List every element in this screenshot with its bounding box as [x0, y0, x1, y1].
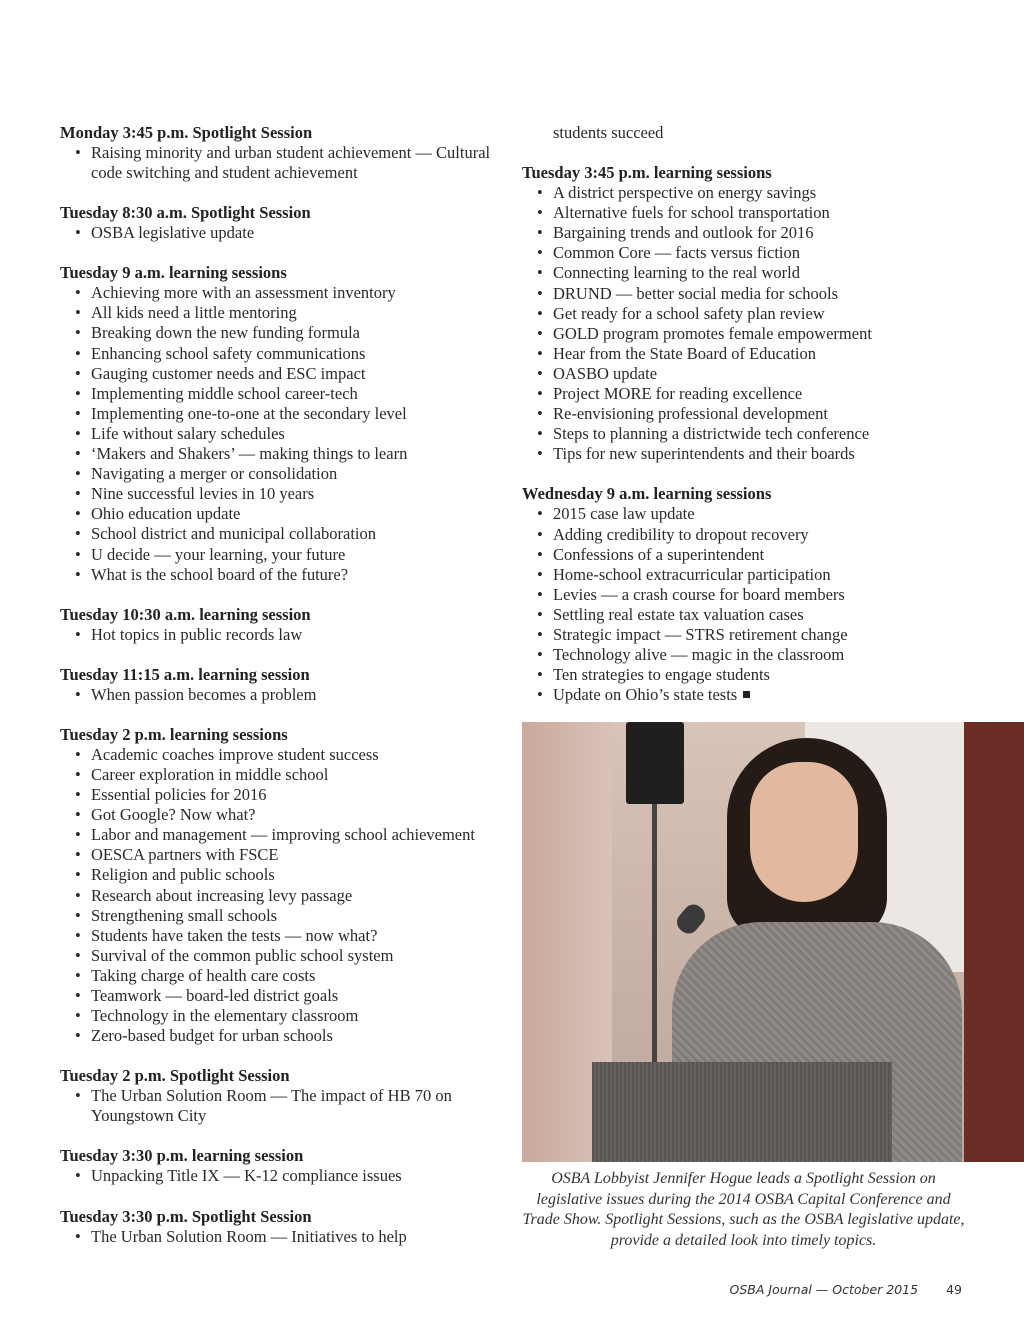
session-title: Home-school extracurricular participation — [553, 564, 831, 584]
session-list-item — [522, 183, 962, 203]
session-title: Technology alive — magic in the classroom — [553, 645, 845, 665]
session-list-item — [60, 504, 510, 524]
session-section — [60, 123, 510, 183]
session-title: Essential policies for 2016 — [91, 785, 267, 805]
session-list — [60, 745, 510, 1046]
session-section — [60, 725, 510, 1046]
session-title: Ohio education update — [91, 504, 241, 524]
session-title: Update on Ohio’s state tests — [553, 685, 738, 705]
session-list — [60, 223, 510, 243]
session-title: Survival of the common public school system — [91, 945, 394, 965]
session-title: Common Core — facts versus fiction — [553, 243, 801, 263]
session-title: Bargaining trends and outlook for 2016 — [553, 223, 814, 243]
session-title: Connecting learning to the real world — [553, 263, 800, 283]
session-list — [522, 504, 962, 705]
session-title: Zero-based budget for urban schools — [91, 1026, 333, 1046]
session-title: Ten strategies to engage students — [553, 665, 770, 685]
continued-item-text: students succeed — [553, 123, 664, 142]
session-heading: Tuesday 3:30 p.m. Spotlight Session — [60, 1206, 312, 1226]
session-list-item — [522, 263, 962, 283]
session-list-item — [522, 384, 962, 404]
session-list-item — [60, 865, 510, 885]
session-list — [60, 143, 510, 183]
session-list-item — [522, 545, 962, 565]
session-title: Life without salary schedules — [91, 423, 285, 443]
session-title: Hear from the State Board of Education — [553, 343, 816, 363]
session-heading: Tuesday 10:30 a.m. learning session — [60, 604, 311, 624]
page-number: 49 — [946, 1282, 962, 1297]
session-title: School district and municipal collaboration — [91, 524, 377, 544]
session-list-item — [60, 384, 510, 404]
session-list-item — [522, 625, 962, 645]
session-title: Navigating a merger or consolidation — [91, 464, 338, 484]
session-list-item — [60, 1086, 510, 1126]
session-section — [60, 1207, 510, 1247]
session-list-item — [522, 444, 962, 464]
session-list-item — [60, 464, 510, 484]
session-list-item — [60, 685, 510, 705]
session-list-item — [522, 404, 962, 424]
podium — [592, 1062, 892, 1162]
session-list-item — [522, 364, 962, 384]
session-title: GOLD program promotes female empowerment — [553, 323, 872, 343]
session-list — [60, 1086, 510, 1126]
end-mark-icon — [743, 691, 750, 698]
session-list-item — [60, 1026, 510, 1046]
session-title: Technology in the elementary classroom — [91, 1006, 359, 1026]
session-title: Achieving more with an assessment inventory — [91, 283, 396, 303]
session-list-item — [522, 504, 962, 524]
page-footer — [600, 1282, 962, 1297]
session-list-item — [522, 645, 962, 665]
session-list-item — [60, 765, 510, 785]
session-list-item — [60, 444, 510, 464]
session-heading: Tuesday 8:30 a.m. Spotlight Session — [60, 203, 311, 223]
session-list-item — [60, 906, 510, 926]
session-title: Teamwork — board-led district goals — [91, 986, 339, 1005]
session-list — [60, 1166, 510, 1186]
session-title: When passion becomes a problem — [91, 684, 317, 704]
session-list-item — [60, 565, 510, 585]
session-section — [60, 1066, 510, 1126]
session-title: Project MORE for reading excellence — [553, 384, 803, 404]
session-title: Enhancing school safety communications — [91, 343, 366, 363]
session-list — [522, 183, 962, 464]
session-title: U decide — your learning, your future — [91, 544, 346, 564]
session-title: Hot topics in public records law — [91, 624, 303, 644]
session-list-item — [60, 845, 510, 865]
session-list-item — [60, 404, 510, 424]
session-list-item — [60, 886, 510, 906]
session-title: Strategic impact — STRS retirement change — [553, 624, 848, 644]
session-list-item — [60, 926, 510, 946]
session-list-item — [522, 565, 962, 585]
right-column — [522, 123, 962, 725]
session-list-item — [60, 424, 510, 444]
session-section — [60, 665, 510, 705]
session-heading: Wednesday 9 a.m. learning sessions — [522, 484, 772, 504]
session-list — [60, 283, 510, 584]
session-list-item — [60, 986, 510, 1006]
session-heading: Tuesday 9 a.m. learning sessions — [60, 263, 287, 283]
session-list-item — [522, 525, 962, 545]
session-title: Religion and public schools — [91, 865, 275, 885]
session-title: Levies — a crash course for board members — [553, 584, 845, 604]
session-list-item — [522, 685, 962, 705]
session-list-item — [60, 1006, 510, 1026]
session-title: The Urban Solution Room — The impact of HB 70 on Youngstown City — [91, 1086, 452, 1126]
session-title: Labor and management — improving school achievement — [91, 825, 475, 845]
session-title: All kids need a little mentoring — [91, 303, 297, 323]
journal-issue: OSBA Journal — October 2015 — [729, 1282, 919, 1297]
session-list-item — [60, 785, 510, 805]
session-list-item — [522, 665, 962, 685]
session-title: 2015 case law update — [553, 504, 695, 524]
session-heading: Monday 3:45 p.m. Spotlight Session — [60, 123, 313, 142]
session-list-item — [60, 966, 510, 986]
session-list — [60, 685, 510, 705]
session-list-item — [522, 344, 962, 364]
session-title: Academic coaches improve student success — [91, 744, 379, 764]
session-section — [522, 163, 962, 464]
session-list-item — [60, 344, 510, 364]
session-section — [522, 484, 962, 705]
session-list — [60, 1227, 510, 1247]
session-title: OESCA partners with FSCE — [91, 845, 279, 865]
session-title: ‘Makers and Shakers’ — making things to learn — [91, 444, 408, 464]
session-title: Students have taken the tests — now what? — [91, 925, 378, 945]
session-title: OASBO update — [553, 363, 658, 383]
session-title: Confessions of a superintendent — [553, 544, 765, 564]
session-title: Strengthening small schools — [91, 905, 278, 925]
microphone-icon — [673, 900, 709, 937]
session-list-item — [60, 303, 510, 323]
session-section — [60, 605, 510, 645]
session-title: Career exploration in middle school — [91, 764, 329, 784]
session-title: Gauging customer needs and ESC impact — [91, 363, 366, 383]
session-title: Get ready for a school safety plan review — [553, 303, 825, 323]
session-list-item — [522, 324, 962, 344]
session-list-item — [522, 203, 962, 223]
session-list-item — [60, 625, 510, 645]
session-list-item — [522, 585, 962, 605]
photo-caption: OSBA Lobbyist Jennifer Hogue leads a Spotlight Session on legislative issues during the 2014 OSBA Capital Conference and Trade Show. Spotlight Sessions, such as the OSBA legislative update, provide a detailed look into timely topics. — [522, 1170, 965, 1249]
session-title: Taking charge of health care costs — [91, 965, 316, 985]
session-list-item — [60, 545, 510, 565]
session-list-item — [522, 243, 962, 263]
session-list-item — [60, 143, 510, 183]
session-title: Nine successful levies in 10 years — [91, 484, 315, 504]
session-section — [60, 1146, 510, 1186]
session-list-item — [60, 484, 510, 504]
accent-bar — [964, 722, 1024, 1162]
session-title: Implementing middle school career-tech — [91, 383, 358, 403]
session-list-item — [522, 223, 962, 243]
session-title: Settling real estate tax valuation cases — [553, 604, 804, 624]
right-column-sections — [522, 163, 962, 705]
session-title: OSBA legislative update — [91, 223, 255, 243]
session-list-item — [60, 323, 510, 343]
session-list-item — [60, 1227, 510, 1247]
session-list-item — [60, 745, 510, 765]
session-title: Breaking down the new funding formula — [91, 323, 360, 343]
session-title: Unpacking Title IX — K-12 compliance issues — [91, 1166, 402, 1186]
session-title: Steps to planning a districtwide tech conference — [553, 424, 870, 444]
session-title: Tips for new superintendents and their boards — [553, 444, 855, 464]
session-title: Got Google? Now what? — [91, 805, 256, 825]
session-title: The Urban Solution Room — Initiatives to help — [91, 1226, 407, 1246]
session-list-item — [60, 283, 510, 303]
session-heading: Tuesday 3:30 p.m. learning session — [60, 1146, 304, 1166]
left-column — [60, 123, 510, 1267]
loudspeaker-icon — [626, 722, 684, 804]
session-list — [60, 625, 510, 645]
session-title: What is the school board of the future? — [91, 564, 349, 584]
session-list-item — [522, 304, 962, 324]
session-list-item — [522, 284, 962, 304]
session-list-item — [522, 605, 962, 625]
session-list-item — [60, 364, 510, 384]
session-list-item — [60, 524, 510, 544]
session-title: Alternative fuels for school transportation — [553, 203, 830, 223]
session-title: Adding credibility to dropout recovery — [553, 524, 809, 544]
session-title: Raising minority and urban student achievement — Cultural code switching and student achievement — [91, 143, 491, 183]
session-heading: Tuesday 2 p.m. Spotlight Session — [60, 1066, 290, 1086]
session-heading: Tuesday 2 p.m. learning sessions — [60, 724, 288, 744]
session-title: DRUND — better social media for schools — [553, 283, 839, 303]
session-heading: Tuesday 3:45 p.m. learning sessions — [522, 163, 772, 183]
session-title: Implementing one-to-one at the secondary level — [91, 403, 407, 423]
session-title: A district perspective on energy savings — [553, 183, 817, 203]
session-list-item — [60, 825, 510, 845]
session-list-item — [60, 946, 510, 966]
session-list-item — [522, 424, 962, 444]
session-list-item — [60, 1166, 510, 1186]
session-title: Research about increasing levy passage — [91, 885, 353, 905]
session-title: Re-envisioning professional development — [553, 404, 828, 424]
session-heading: Tuesday 11:15 a.m. learning session — [60, 664, 310, 684]
session-list-item — [60, 223, 510, 243]
speaker-photo — [522, 722, 965, 1162]
session-list-item — [60, 805, 510, 825]
session-section — [60, 203, 510, 243]
session-section — [60, 263, 510, 584]
